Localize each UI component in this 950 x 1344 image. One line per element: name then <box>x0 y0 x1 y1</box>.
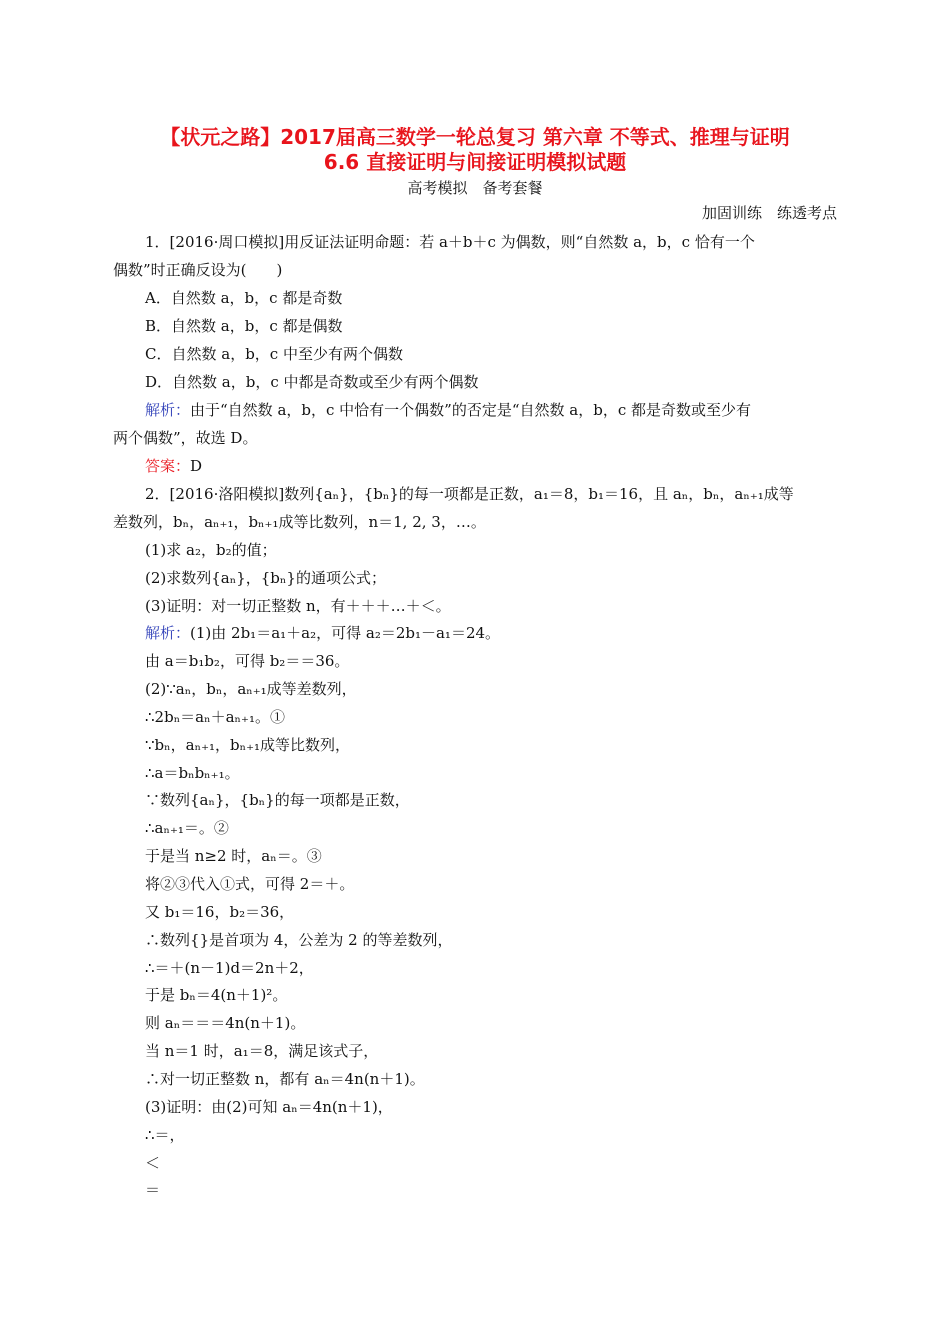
q2-step: 当 n＝1 时，a₁＝8，满足该式子， <box>145 1042 379 1060</box>
q1-analysis-line1 <box>145 400 751 420</box>
q1-stem-line2: 偶数”时正确反设为( ) <box>113 261 283 279</box>
q1-stem-line1: 1．[2016·周口模拟]用反证法证明命题：若 a＋b＋c 为偶数，则“自然数 a，b，c 恰有一个 <box>145 233 755 251</box>
q2-stem-line1: 2．[2016·洛阳模拟]数列{aₙ}，{bₙ}的每一项都是正数，a₁＝8，b₁＝16，且 aₙ，bₙ，aₙ₊₁成等 <box>145 485 794 503</box>
q2-step: ∴对一切正整数 n，都有 aₙ＝4n(n＋1)。 <box>145 1070 425 1088</box>
q1-analysis-text: 由于“自然数 a，b，c 中恰有一个偶数”的否定是“自然数 a，b，c 都是奇数或至少有 <box>190 401 751 419</box>
q2-step: (2)∵aₙ，bₙ，aₙ₊₁成等差数列， <box>145 680 357 698</box>
q1-answer-value: D <box>190 457 203 475</box>
q2-step: ∵数列{aₙ}，{bₙ}的每一项都是正数， <box>145 791 410 809</box>
q1-option-c: C．自然数 a，b，c 中至少有两个偶数 <box>145 345 403 363</box>
q2-part-2: (2)求数列{aₙ}，{bₙ}的通项公式； <box>145 569 386 587</box>
q2-step: ∴aₙ₊₁＝。② <box>145 819 229 837</box>
q2-step: 由 a＝b₁b₂，可得 b₂＝＝36。 <box>145 652 350 670</box>
q2-step: ＝ <box>145 1181 161 1199</box>
q2-step: ∵bₙ，aₙ₊₁，bₙ₊₁成等比数列， <box>145 736 351 754</box>
q2-step: ∴数列{}是首项为 4，公差为 2 的等差数列， <box>145 931 453 949</box>
q1-analysis-label: 解析： <box>145 401 191 419</box>
q2-analysis-label: 解析： <box>145 624 191 642</box>
q1-analysis-line2: 两个偶数”，故选 D。 <box>113 429 258 447</box>
q1-option-a: A．自然数 a，b，c 都是奇数 <box>145 289 343 307</box>
q2-step: ∴a＝bₙbₙ₊₁。 <box>145 764 240 782</box>
document-title-line1: 【状元之路】2017届高三数学一轮总复习 第六章 不等式、推理与证明 <box>160 125 790 149</box>
q1-option-d: D．自然数 a，b，c 中都是奇数或至少有两个偶数 <box>145 373 479 391</box>
document-subtitle: 高考模拟 备考套餐 <box>407 179 543 197</box>
q2-step: 则 aₙ＝＝＝4n(n＋1)。 <box>145 1014 306 1032</box>
q2-analysis-text: (1)由 2b₁＝a₁＋a₂，可得 a₂＝2b₁－a₁＝24。 <box>190 624 501 642</box>
q2-step: ∴＝， <box>145 1126 185 1144</box>
q1-answer-label: 答案： <box>145 457 191 475</box>
q2-step: 于是 bₙ＝4(n＋1)²。 <box>145 986 288 1004</box>
q2-step: 于是当 n≥2 时，aₙ＝。③ <box>145 847 322 865</box>
q2-analysis-first <box>145 623 500 643</box>
q2-step: (3)证明：由(2)可知 aₙ＝4n(n＋1)， <box>145 1098 393 1116</box>
q2-part-3: (3)证明：对一切正整数 n，有＋＋＋…＋＜。 <box>145 597 451 615</box>
q2-part-1: (1)求 a₂，b₂的值； <box>145 541 277 559</box>
q2-step: ∴＝＋(n－1)d＝2n＋2， <box>145 959 314 977</box>
q2-stem-line2: 差数列，bₙ，aₙ₊₁，bₙ₊₁成等比数列，n＝1, 2, 3，…。 <box>113 513 486 531</box>
q2-step: 将②③代入①式，可得 2＝＋。 <box>145 875 355 893</box>
q1-answer <box>145 456 202 476</box>
q2-step: ＜ <box>145 1154 161 1172</box>
q2-step: ∴2bₙ＝aₙ＋aₙ₊₁。① <box>145 708 285 726</box>
section-note: 加固训练 练透考点 <box>701 204 837 222</box>
q1-option-b: B．自然数 a，b，c 都是偶数 <box>145 317 343 335</box>
q2-step: 又 b₁＝16，b₂＝36， <box>145 903 295 921</box>
document-title-line2: 6.6 直接证明与间接证明模拟试题 <box>323 150 627 174</box>
